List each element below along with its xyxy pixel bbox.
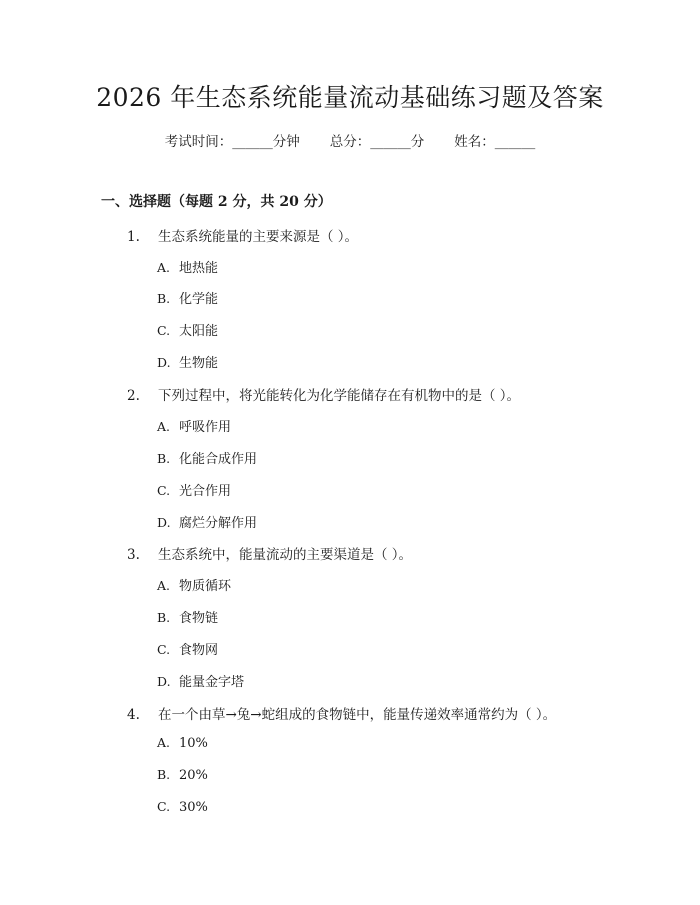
option-3d xyxy=(157,671,244,690)
option-letter: B. xyxy=(157,291,171,306)
option-text: 太阳能 xyxy=(179,324,219,339)
option-letter: D. xyxy=(157,515,171,530)
question-number: 4. xyxy=(127,707,140,723)
option-text: 光合作用 xyxy=(179,484,232,499)
option-3a xyxy=(157,575,231,594)
question-text: 下列过程中，将光能转化为化学能储存在有机物中的是（ ）。 xyxy=(158,388,521,404)
option-2b xyxy=(157,448,257,467)
option-letter: A. xyxy=(157,578,171,593)
document-title: 2026 年生态系统能量流动基础练习题及答案 xyxy=(96,83,604,112)
question-3 xyxy=(127,543,412,563)
option-4c xyxy=(157,799,208,815)
option-text: 呼吸作用 xyxy=(179,420,232,435)
option-text: 物质循环 xyxy=(179,579,232,594)
section-heading: 一、选择题（每题 2 分，共 20 分） xyxy=(101,194,332,210)
question-number: 3. xyxy=(127,547,140,563)
question-text: 生态系统能量的主要来源是（ ）。 xyxy=(158,229,359,245)
option-text: 20% xyxy=(179,768,208,783)
option-text: 30% xyxy=(179,800,208,815)
option-4b xyxy=(157,767,208,783)
option-1c xyxy=(157,320,218,339)
option-text: 能量金字塔 xyxy=(179,675,245,690)
question-text: 生态系统中，能量流动的主要渠道是（ ）。 xyxy=(158,547,413,563)
question-number: 1. xyxy=(127,229,140,245)
exam-time-label: 考试时间：______分钟 xyxy=(164,134,300,150)
option-letter: D. xyxy=(157,355,171,370)
option-2a xyxy=(157,416,231,435)
option-letter: C. xyxy=(157,642,171,657)
option-letter: A. xyxy=(157,260,171,275)
option-letter: A. xyxy=(157,419,171,434)
option-letter: D. xyxy=(157,674,171,689)
student-name-label: 姓名：______ xyxy=(454,134,536,150)
option-letter: C. xyxy=(157,323,171,338)
total-score-label: 总分：______分 xyxy=(329,134,425,150)
option-4a xyxy=(157,735,208,751)
option-letter: B. xyxy=(157,610,171,625)
option-1a xyxy=(157,257,218,276)
option-letter: C. xyxy=(157,799,171,814)
option-letter: B. xyxy=(157,767,171,782)
option-2d xyxy=(157,512,257,531)
question-text: 在一个由草→兔→蛇组成的食物链中，能量传递效率通常约为（ ）。 xyxy=(158,707,557,723)
option-1d xyxy=(157,352,218,371)
option-1b xyxy=(157,288,218,307)
option-3b xyxy=(157,607,218,626)
question-number: 2. xyxy=(127,388,140,404)
option-2c xyxy=(157,480,231,499)
option-text: 化学能 xyxy=(179,292,219,307)
question-1 xyxy=(127,225,358,245)
exam-info xyxy=(0,130,700,150)
option-text: 食物链 xyxy=(179,611,219,626)
option-text: 化能合成作用 xyxy=(179,452,258,467)
option-3c xyxy=(157,639,218,658)
question-2 xyxy=(127,384,520,404)
option-text: 食物网 xyxy=(179,643,219,658)
option-letter: A. xyxy=(157,735,171,750)
question-4 xyxy=(127,703,556,723)
option-text: 腐烂分解作用 xyxy=(179,516,258,531)
option-text: 10% xyxy=(179,736,208,751)
option-letter: C. xyxy=(157,483,171,498)
option-text: 生物能 xyxy=(179,356,219,371)
option-text: 地热能 xyxy=(179,261,219,276)
option-letter: B. xyxy=(157,451,171,466)
